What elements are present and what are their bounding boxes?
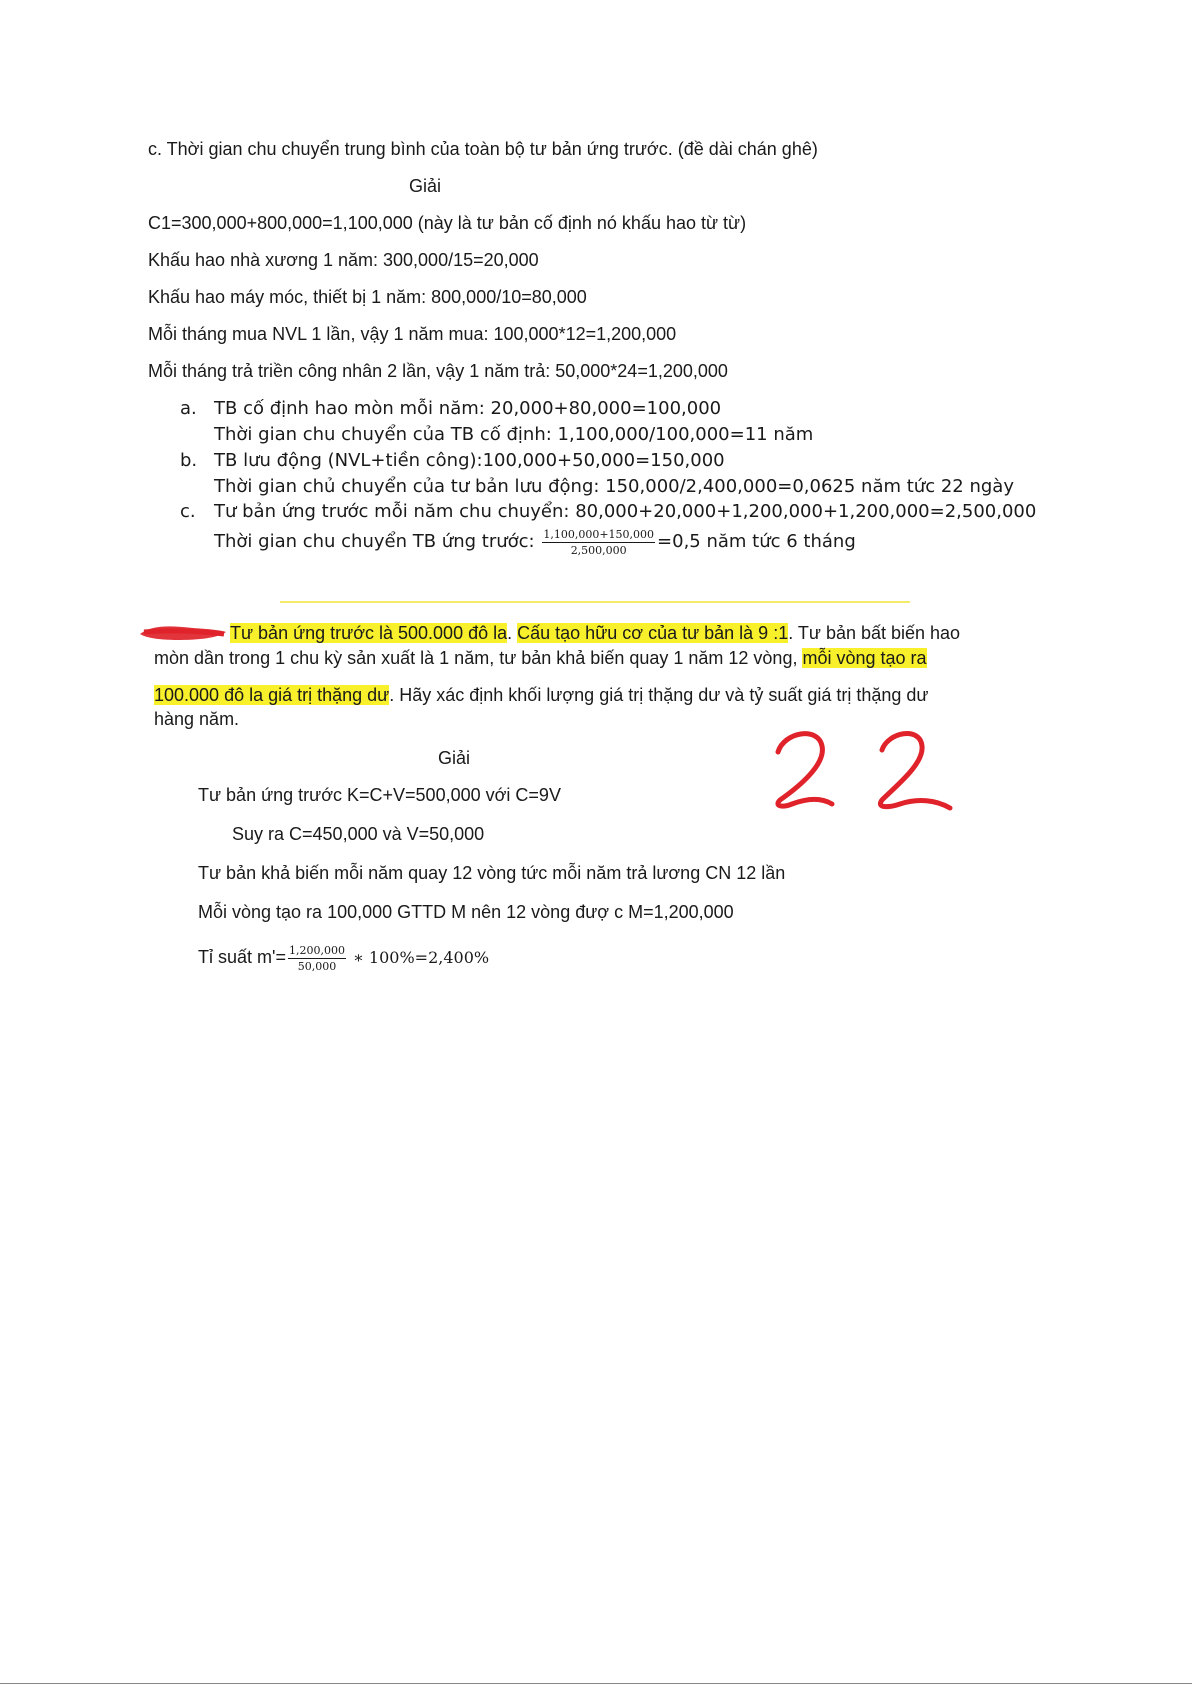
formula-prefix: Tỉ suất m'= (198, 947, 286, 967)
list-label: b. (180, 450, 198, 471)
redaction-scribble (138, 622, 228, 644)
list-item-a (180, 398, 721, 420)
text: mòn dần trong 1 chu kỳ sản xuất là 1 năm, tư bản khả biến quay 1 năm 12 vòng, (154, 648, 803, 668)
solution-line: Suy ra C=450,000 và V=50,000 (232, 824, 485, 844)
highlighted-text: Cấu tạo hữu cơ của tư bản là 9 :1 (517, 623, 789, 643)
problem-line-4: hàng năm. (154, 709, 240, 729)
handwritten-number-22 (770, 724, 960, 814)
fraction-denominator: 2,500,000 (570, 543, 627, 557)
text-line: Khấu hao máy móc, thiết bị 1 năm: 800,000/10=80,000 (148, 287, 587, 307)
text-line: Mỗi tháng mua NVL 1 lần, vậy 1 năm mua: 100,000*12=1,200,000 (148, 324, 677, 344)
fraction (288, 944, 346, 973)
list-item-c (180, 501, 1036, 523)
list-label: c. (180, 501, 196, 522)
problem-line-2 (154, 647, 927, 669)
list-text: Tư bản ứng trước mỗi năm chu chuyển: 80,000+20,000+1,200,000+1,200,000=2,500,000 (214, 501, 1037, 522)
problem-line-3 (154, 684, 928, 706)
text-line: Mỗi tháng trả triền công nhân 2 lần, vậy 1 năm trả: 50,000*24=1,200,000 (148, 361, 728, 381)
list-subline: Thời gian chủ chuyển của tư bản lưu động: 150,000/2,400,000=0,0625 năm tức 22 ngày (214, 476, 1014, 497)
fraction-numerator: 1,200,000 (288, 943, 345, 957)
fraction-suffix: =0,5 năm tức 6 tháng (657, 531, 856, 552)
list-item-b (180, 450, 725, 472)
text-line: Khấu hao nhà xương 1 năm: 300,000/15=20,000 (148, 250, 539, 270)
list-label: a. (180, 398, 197, 419)
page-bottom-edge (0, 1683, 1192, 1684)
rate-formula (198, 940, 489, 975)
text: . Hãy xác định khối lượng giá trị thặng dư và tỷ suất giá trị thặng dư (389, 685, 929, 705)
formula-suffix: ∗ 100%=2,400% (352, 948, 490, 967)
solution-line: Mỗi vòng tạo ra 100,000 GTTD M nên 12 vòng đượ c M=1,200,000 (198, 902, 734, 922)
solution-title: Giải (409, 176, 442, 196)
fraction (542, 528, 655, 557)
text: . (507, 623, 518, 643)
fraction-numerator: 1,100,000+150,000 (543, 527, 655, 541)
list-subline-fraction (214, 526, 856, 558)
highlighted-text: 100.000 đô la giá trị thặng dư (154, 685, 390, 705)
solution-title: Giải (438, 748, 471, 768)
text: . Tư bản bất biến hao (788, 623, 961, 643)
highlighted-text: mỗi vòng tạo ra (802, 648, 927, 668)
solution-line: Tư bản khả biến mỗi năm quay 12 vòng tức mỗi năm trả lương CN 12 lần (198, 863, 786, 883)
highlighted-text: Tư bản ứng trước là 500.000 đô la (230, 623, 508, 643)
list-subline: Thời gian chu chuyển của TB cố định: 1,100,000/100,000=11 năm (214, 424, 814, 445)
list-text: TB cố định hao mòn mỗi năm: 20,000+80,000=100,000 (214, 398, 722, 419)
solution-line: Tư bản ứng trước K=C+V=500,000 với C=9V (198, 785, 561, 805)
highlight-underline (280, 601, 910, 603)
list-text: TB lưu động (NVL+tiền công):100,000+50,000=150,000 (214, 450, 725, 471)
fraction-denominator: 50,000 (297, 959, 337, 973)
part-c-heading: c. Thời gian chu chuyển trung bình của toàn bộ tư bản ứng trước. (đề dài chán ghê) (148, 139, 818, 159)
problem-line-1 (230, 622, 960, 644)
fraction-prefix: Thời gian chu chuyển TB ứng trước: (214, 531, 535, 552)
text-line: C1=300,000+800,000=1,100,000 (này là tư bản cố định nó khấu hao từ từ) (148, 213, 747, 233)
